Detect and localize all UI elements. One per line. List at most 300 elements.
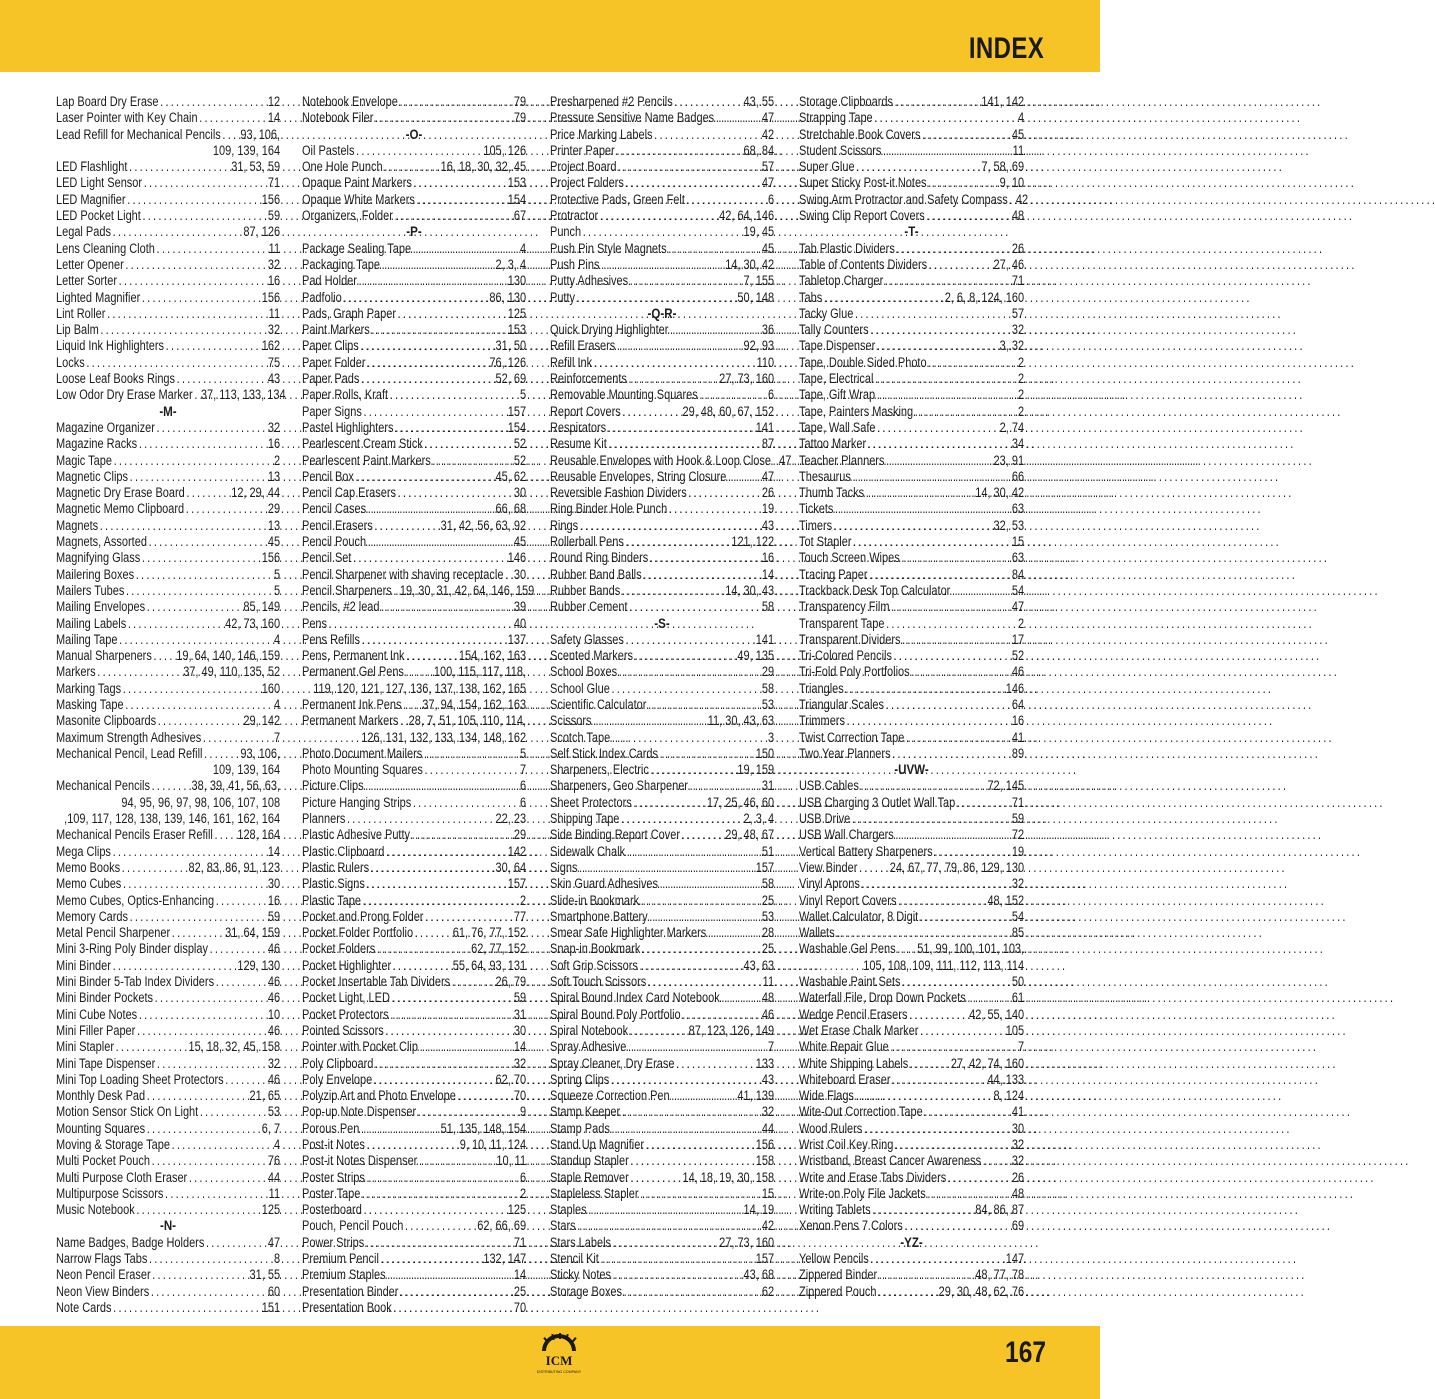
index-entry — [799, 746, 1024, 762]
dot-leader — [708, 925, 760, 941]
entry-pages: 2 — [1017, 403, 1025, 419]
index-entry — [799, 1039, 1024, 1055]
entry-term: Trimmers — [799, 713, 845, 729]
index-entry — [550, 485, 774, 501]
index-entry — [302, 159, 526, 175]
dot-leader — [699, 387, 766, 403]
dot-leader — [669, 501, 760, 517]
dot-leader — [906, 730, 1010, 746]
entry-term: Tri-Colored Pencils — [799, 648, 892, 664]
index-entry — [550, 909, 774, 925]
dot-leader — [892, 1072, 986, 1088]
index-entry — [302, 241, 526, 257]
entry-pages: 29, 142 — [243, 713, 281, 729]
index-entry — [302, 909, 526, 925]
entry-term: Picture Hanging Strips — [302, 794, 412, 810]
entry-pages: 3, 32 — [999, 338, 1025, 354]
dot-leader — [385, 1023, 512, 1039]
entry-term: Lap Board Dry Erase — [56, 94, 159, 109]
entry-term: Slide-in Bookmark — [550, 892, 640, 908]
entry-term: Smartphone Battery — [550, 908, 648, 924]
entry-term: Mounting Squares — [56, 1120, 146, 1136]
entry-pages: 47 — [267, 1234, 281, 1250]
entry-term: Locks — [56, 354, 85, 370]
dot-leader — [368, 501, 494, 517]
entry-term: Pens, Permanent Ink — [302, 648, 405, 664]
dot-leader — [363, 404, 506, 420]
entry-term: School Glue — [550, 680, 610, 696]
entry-pages: 47 — [761, 110, 775, 126]
entry-pages: 27, 42, 74, 160 — [950, 1055, 1025, 1071]
entry-pages: 46 — [267, 990, 281, 1006]
dot-leader — [119, 273, 267, 289]
dot-leader — [633, 795, 705, 811]
entry-pages: 85, 149 — [243, 599, 281, 615]
entry-term: Staple Remover — [550, 1169, 629, 1185]
dot-leader — [619, 664, 760, 680]
entry-term: Wallets — [799, 925, 835, 941]
entry-pages: 42, 73, 160 — [225, 615, 281, 631]
index-entry — [550, 550, 774, 566]
entry-term: Tickets — [799, 501, 834, 517]
dot-leader — [381, 599, 512, 615]
entry-term: Scissors — [550, 713, 592, 729]
entry-pages: 42 — [1015, 191, 1029, 207]
entry-term: Photo Mounting Squares — [302, 762, 423, 778]
entry-pages: 16, 18, 30, 32, 45 — [440, 159, 527, 175]
index-entry — [302, 1137, 526, 1153]
entry-pages: 40 — [513, 615, 527, 631]
index-entry — [56, 257, 280, 273]
entry-term: Magnifying Glass — [56, 550, 141, 566]
dot-leader — [86, 355, 266, 371]
index-entry — [550, 241, 774, 257]
dot-leader — [432, 453, 512, 469]
entry-pages-continued: ,109, 117, 128, 138, 139, 146, 161, 162, 164 — [64, 811, 281, 827]
index-entry — [56, 1251, 280, 1267]
entry-pages: 29, 30, 48, 62, 76 — [938, 1283, 1025, 1299]
entry-pages: 26, 79 — [495, 974, 527, 990]
entry-pages: 70 — [513, 1088, 527, 1104]
entry-term: Sharpeners, Electric — [550, 762, 649, 778]
entry-pages: 63 — [1011, 501, 1025, 517]
entry-pages: 29 — [761, 664, 775, 680]
index-entry — [56, 1056, 280, 1072]
dot-leader — [928, 355, 1016, 371]
entry-term: USB Cables — [799, 778, 859, 794]
entry-term: Xenon Pens 7 Colors — [799, 1218, 903, 1234]
entry-term: Mailing Envelopes — [56, 599, 146, 615]
index-entry — [56, 844, 280, 860]
entry-pages: 5 — [273, 566, 281, 582]
entry-term: Pencil Sharpeners — [302, 582, 392, 598]
dot-leader — [390, 387, 519, 403]
dot-leader — [452, 974, 494, 990]
dot-leader — [204, 746, 239, 762]
index-entry — [550, 990, 774, 1006]
entry-pages: 32 — [267, 256, 281, 272]
entry-term: Neon Pencil Eraser — [56, 1267, 151, 1283]
entry-pages: 30 — [1011, 1120, 1025, 1136]
dot-leader — [375, 110, 512, 126]
entry-term: Spiral Bound Index Card Notebook — [550, 990, 720, 1006]
index-entry — [550, 387, 774, 403]
entry-pages: 3 — [767, 729, 775, 745]
entry-pages: 70 — [513, 1299, 527, 1315]
index-entry — [799, 1137, 1024, 1153]
index-entry — [56, 1137, 280, 1153]
entry-pages: 17, 25, 46, 60 — [706, 794, 775, 810]
entry-pages: 44 — [761, 1120, 775, 1136]
index-entry — [799, 1104, 1024, 1120]
index-entry — [56, 1300, 280, 1316]
dot-leader — [125, 697, 272, 713]
dot-leader — [127, 192, 260, 208]
index-entry — [550, 1121, 774, 1137]
dot-leader — [157, 1056, 266, 1072]
entry-pages: 26 — [1011, 1169, 1025, 1185]
dot-leader — [910, 1056, 949, 1072]
dot-leader — [616, 143, 742, 159]
entry-pages: 125 — [507, 1202, 527, 1218]
entry-pages: 32 — [267, 322, 281, 338]
entry-pages: 43 — [761, 1071, 775, 1087]
dot-leader — [160, 94, 266, 110]
entry-term: Pads, Graph Paper — [302, 305, 397, 321]
entry-pages: 146 — [1005, 680, 1025, 696]
dot-leader — [630, 1023, 687, 1039]
dot-leader — [107, 306, 267, 322]
dot-leader — [886, 697, 1011, 713]
index-entry — [550, 730, 774, 746]
index-entry — [550, 192, 774, 208]
dot-leader — [363, 893, 519, 909]
index-entry — [550, 273, 774, 289]
dot-leader — [649, 909, 760, 925]
dot-leader — [676, 1056, 754, 1072]
entry-pages: 100, 115, 117, 118, — [433, 664, 527, 680]
index-column-3 — [550, 94, 792, 1316]
entry-term: Permanent Markers — [302, 713, 399, 729]
entry-term: Storage Clipboards — [799, 94, 894, 109]
dot-leader — [119, 632, 272, 648]
entry-pages: 19 — [1011, 843, 1025, 859]
entry-pages: 38, 39, 41, 56, 63, — [191, 778, 281, 794]
index-entry — [799, 925, 1024, 941]
entry-term: Loose Leaf Books Rings — [56, 371, 176, 387]
entry-pages: 154 — [507, 419, 527, 435]
index-entry — [302, 110, 526, 126]
index-entry — [302, 860, 526, 876]
index-entry — [302, 94, 526, 110]
entry-pages: 26 — [761, 485, 775, 501]
dot-leader — [225, 1072, 266, 1088]
entry-term: Note Cards — [56, 1299, 112, 1315]
entry-pages: 6, 7 — [261, 1120, 281, 1136]
index-entry — [799, 1072, 1024, 1088]
entry-pages: 147 — [1005, 1251, 1025, 1267]
dot-leader — [885, 273, 1010, 289]
entry-pages: 52 — [513, 436, 527, 452]
index-entry — [302, 616, 526, 632]
entry-pages: 86, 130 — [489, 289, 527, 305]
entry-term: Wallet Calculator, 8 Digit — [799, 908, 919, 924]
index-columns — [0, 94, 1100, 1316]
entry-term: Magnetic Clips — [56, 468, 129, 484]
index-entry — [56, 941, 280, 957]
entry-term: Magnets, Assorted — [56, 534, 147, 550]
entry-pages: 76, 126 — [489, 354, 527, 370]
entry-pages: 19, 30, 31, 42, 64, 146, 159 — [399, 582, 535, 598]
index-entry — [799, 110, 1024, 126]
dot-leader — [660, 876, 761, 892]
dot-leader — [415, 925, 451, 941]
entry-term: Round Ring Binders — [550, 550, 649, 566]
entry-pages: 142 — [507, 843, 527, 859]
index-entry — [799, 550, 1024, 566]
index-entry — [302, 941, 526, 957]
entry-pages: 34 — [1011, 436, 1025, 452]
dot-leader — [142, 290, 260, 306]
entry-term: Mini Binder 5-Tab Index Dividers — [56, 974, 215, 990]
index-entry — [302, 713, 526, 746]
index-entry — [799, 322, 1024, 338]
entry-term: Stand Up Magnifier — [550, 1137, 644, 1152]
index-entry — [56, 681, 280, 697]
dot-leader — [130, 469, 267, 485]
entry-term: Spiral Notebook — [550, 1022, 629, 1038]
entry-term: Power Strips — [302, 1234, 365, 1250]
dot-leader — [671, 1088, 736, 1104]
section-heading: -YZ- — [900, 1234, 923, 1250]
index-entry — [550, 713, 774, 729]
entry-pages: 29, 48, 67 — [725, 827, 775, 843]
entry-pages: 14 — [513, 1039, 527, 1055]
dot-leader — [622, 583, 724, 599]
dot-leader — [629, 371, 718, 387]
entry-pages: 15 — [1011, 534, 1025, 550]
entry-pages: 45 — [761, 240, 775, 256]
dot-leader — [151, 1284, 266, 1300]
index-entry — [56, 567, 280, 583]
dot-leader — [674, 94, 742, 110]
entry-term: Vertical Battery Sharpeners — [799, 843, 933, 859]
index-entry — [799, 1088, 1024, 1104]
index-entry — [799, 860, 1024, 876]
dot-leader — [643, 567, 760, 583]
dot-leader — [366, 876, 506, 892]
entry-term: Photo Document Mailers — [302, 745, 423, 761]
index-entry — [56, 583, 280, 599]
index-entry — [799, 1202, 1024, 1218]
entry-pages: 7 — [1017, 1039, 1025, 1055]
entry-pages: 6 — [519, 778, 527, 794]
entry-pages: 156 — [261, 550, 281, 566]
entry-term: Pencil Box — [302, 468, 354, 484]
entry-pages: 7, 155 — [743, 273, 775, 289]
dot-leader — [457, 1088, 512, 1104]
dot-leader — [113, 1300, 260, 1316]
index-entry — [56, 338, 280, 354]
entry-pages: 67 — [513, 208, 527, 224]
entry-pages: 30, 64 — [495, 859, 527, 875]
icm-logo — [528, 1331, 590, 1379]
entry-pages: 157 — [507, 876, 527, 892]
entry-term: Shipping Tape — [550, 811, 620, 827]
index-entry — [302, 355, 526, 371]
entry-term: Wedge Pencil Erasers — [799, 1006, 908, 1022]
dot-leader — [897, 941, 915, 957]
index-entry — [799, 404, 1024, 420]
dot-leader — [392, 990, 513, 1006]
entry-term: Pearlescent Paint Markers — [302, 452, 431, 468]
index-entry — [56, 730, 280, 746]
entry-term: Storage Boxes — [550, 1283, 623, 1299]
dot-leader — [878, 1284, 937, 1300]
entry-pages: 11 — [268, 1185, 281, 1201]
entry-term: Pointer with Pocket Clip — [302, 1039, 418, 1055]
entry-term: Tape Dispenser — [799, 338, 876, 354]
entry-term: Presentation Book — [302, 1299, 392, 1315]
entry-term: Poster Tape — [302, 1185, 361, 1201]
entry-pages: 14 — [267, 843, 281, 859]
index-entry — [302, 501, 526, 517]
index-entry — [550, 893, 774, 909]
entry-term: Removable Mounting Squares — [550, 387, 698, 403]
entry-term: Posterboard — [302, 1202, 362, 1218]
dot-leader — [583, 224, 742, 240]
index-entry — [799, 1023, 1024, 1039]
entry-term: Teacher Planners — [799, 452, 885, 468]
dot-leader — [915, 404, 1017, 420]
index-entry — [799, 94, 1024, 110]
entry-pages: 14, 30, 42 — [725, 256, 775, 272]
dot-leader — [368, 534, 512, 550]
entry-term: Spray Adhesive — [550, 1039, 627, 1055]
index-entry — [799, 1251, 1024, 1267]
entry-term: Tally Counters — [799, 322, 869, 338]
entry-pages: 45 — [1011, 126, 1025, 142]
dot-leader — [611, 1072, 760, 1088]
entry-pages: 2 — [1017, 387, 1025, 403]
dot-leader — [406, 648, 457, 664]
index-entry — [56, 746, 280, 779]
entry-term: Pop-up Note Dispenser — [302, 1104, 417, 1120]
dot-leader — [642, 941, 760, 957]
dot-leader — [387, 1267, 512, 1283]
section-heading: -Q-R- — [647, 305, 677, 321]
entry-term: Mini Stapler — [56, 1039, 114, 1055]
index-entry — [550, 1202, 774, 1218]
entry-pages: 30 — [513, 485, 527, 501]
dot-leader — [834, 518, 992, 534]
entry-pages: 43, 68 — [743, 1267, 775, 1283]
index-entry — [550, 322, 774, 338]
entry-term: Lip Balm — [56, 322, 99, 338]
index-entry — [56, 876, 280, 892]
index-entry — [550, 762, 774, 778]
entry-term: Spray Cleaner, Dry Erase — [550, 1055, 675, 1071]
dot-leader — [835, 501, 1010, 517]
dot-leader — [613, 1235, 718, 1251]
entry-pages: 5 — [273, 582, 281, 598]
index-entry — [56, 110, 280, 126]
entry-pages: 4 — [273, 631, 281, 647]
index-entry — [56, 550, 280, 566]
entry-term: Pocket Highlighter — [302, 957, 392, 973]
entry-pages: 21, 65 — [249, 1088, 281, 1104]
index-entry — [302, 273, 526, 289]
dot-leader — [911, 664, 1010, 680]
entry-term: Polyzip Art and Photo Envelope — [302, 1088, 456, 1104]
index-entry — [302, 192, 526, 208]
index-entry — [799, 941, 1024, 974]
dot-leader — [640, 958, 742, 974]
entry-pages-continued: 105, 108, 109, 111, 112, 113, 114 — [863, 957, 1025, 973]
entry-term: Tape, Gift Wrap — [799, 387, 876, 403]
entry-term: Rollerball Pens — [550, 534, 624, 550]
index-entry — [799, 127, 1024, 143]
dot-leader — [505, 567, 512, 583]
entry-pages: 79 — [513, 94, 527, 109]
index-entry — [799, 420, 1024, 436]
index-entry — [56, 713, 280, 729]
entry-pages: 150 — [755, 745, 775, 761]
entry-term: Mega Clips — [56, 843, 111, 859]
entry-pages: 39 — [513, 599, 527, 615]
entry-pages: 137 — [507, 631, 527, 647]
index-entry — [799, 681, 1024, 697]
dot-leader — [216, 893, 267, 909]
entry-term: Plastic Rulers — [302, 859, 370, 875]
entry-term: Two Year Planners — [799, 745, 891, 761]
entry-pages: 158 — [755, 1153, 775, 1169]
entry-pages: 9, 10 — [999, 175, 1025, 191]
index-entry — [56, 827, 280, 843]
dot-leader — [356, 143, 482, 159]
entry-term: Magic Tape — [56, 452, 112, 468]
dot-leader — [920, 1023, 1004, 1039]
entry-pages: 36 — [761, 322, 775, 338]
index-entry — [302, 582, 535, 599]
entry-term: Strapping Tape — [799, 110, 873, 126]
entry-term: Quick Drying Highlighter — [550, 322, 669, 338]
dot-leader — [371, 860, 494, 876]
entry-term: Presentation Binder — [302, 1283, 399, 1299]
index-entry — [550, 1088, 774, 1104]
index-entry — [799, 1218, 1024, 1234]
entry-pages: 48 — [761, 990, 775, 1006]
index-entry — [56, 175, 280, 191]
entry-pages: 28 — [761, 925, 775, 941]
index-entry — [302, 990, 526, 1006]
entry-term: LED Magnifier — [56, 191, 126, 207]
entry-pages: 42, 64, 146 — [719, 208, 775, 224]
index-entry — [799, 518, 1024, 534]
index-entry — [56, 697, 280, 713]
dot-leader — [367, 355, 488, 371]
entry-term: Self Stick Index Cards — [550, 745, 659, 761]
entry-term: Putty Adhesives — [550, 273, 629, 289]
entry-term: Post-it Notes Dispenser — [302, 1153, 418, 1169]
dot-leader — [374, 1072, 494, 1088]
entry-pages: 62, 70 — [495, 1071, 527, 1087]
dot-leader — [203, 730, 272, 746]
index-entry — [56, 518, 280, 534]
entry-pages: 47 — [1011, 599, 1025, 615]
entry-term: Safety Glasses — [550, 631, 624, 647]
entry-pages: 14, 30, 43 — [725, 582, 775, 598]
